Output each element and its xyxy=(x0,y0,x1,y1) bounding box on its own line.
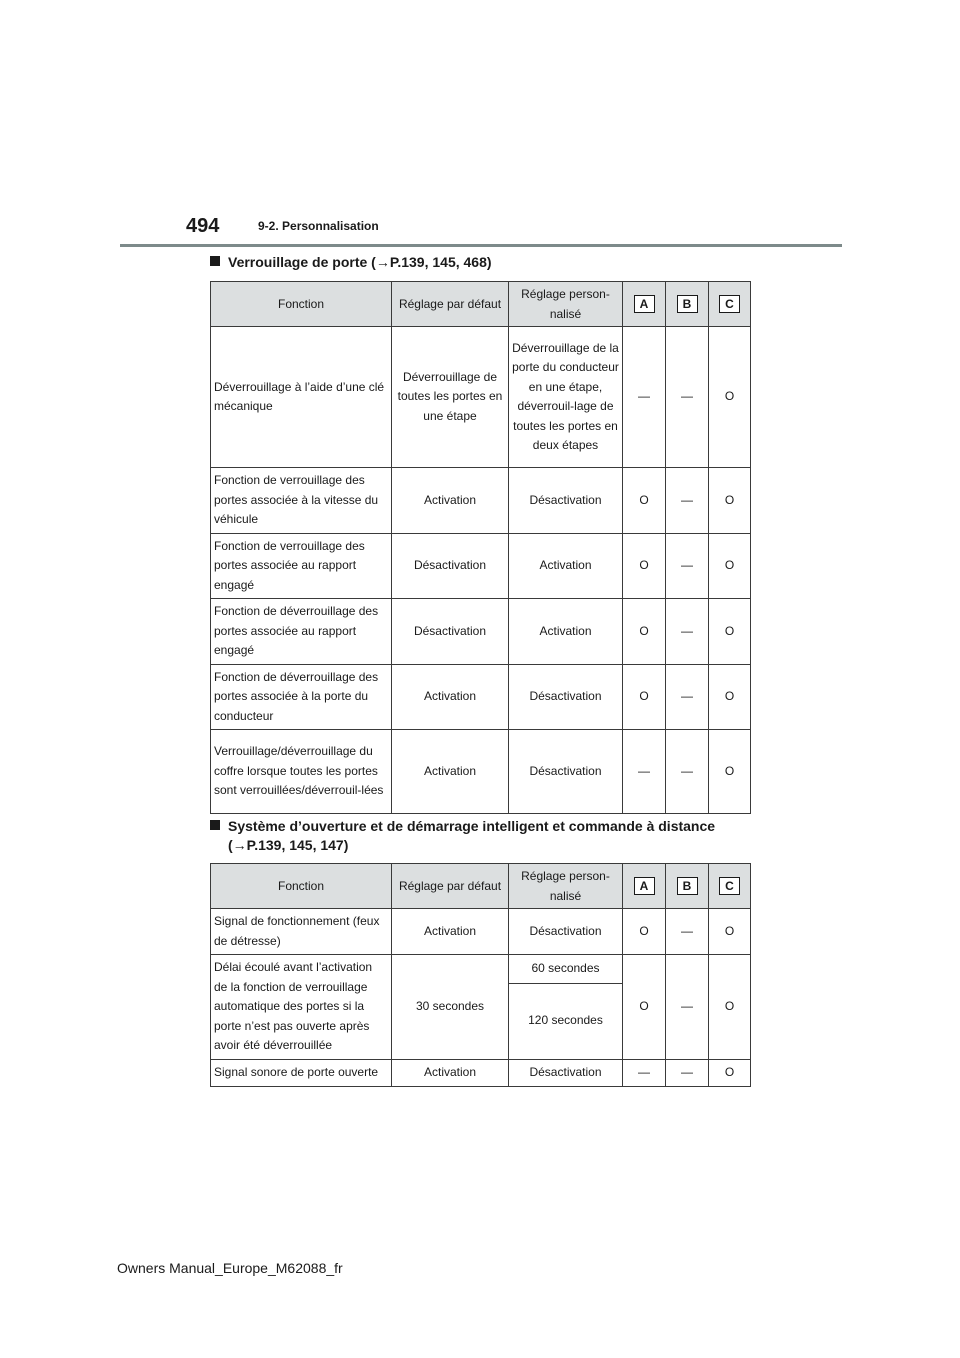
cell-custom: Déverrouillage de la porte du conducteur en une étape, déverrouil-lage de toutes les portes en deux étapes xyxy=(509,327,623,468)
cell-a: — xyxy=(623,1059,666,1086)
header-rule xyxy=(120,244,842,247)
smart-entry-table xyxy=(210,863,751,1087)
section-title-smart-entry xyxy=(210,817,715,855)
door-lock-table xyxy=(210,281,751,814)
section-title-text-line2: (→P.139, 145, 147) xyxy=(228,837,349,853)
cell-custom: Désactivation xyxy=(509,909,623,955)
section-title-text: Verrouillage de porte (→P.139, 145, 468) xyxy=(228,254,492,270)
label-b-box: B xyxy=(677,877,698,895)
cell-b: — xyxy=(666,1059,709,1086)
header-custom: Réglage person-nalisé xyxy=(509,282,623,327)
square-bullet-icon xyxy=(210,256,220,266)
cell-function: Fonction de déverrouillage des portes associée au rapport engagé xyxy=(211,599,392,665)
cell-default: Activation xyxy=(392,1059,509,1086)
table-header-row xyxy=(211,282,751,327)
header-b xyxy=(666,864,709,909)
section-title-door-lock xyxy=(210,253,492,272)
page-number: 494 xyxy=(186,215,220,237)
cell-c: O xyxy=(709,533,751,599)
cell-c: O xyxy=(709,468,751,534)
cell-custom: Activation xyxy=(509,533,623,599)
cell-c: O xyxy=(709,599,751,665)
cell-b: — xyxy=(666,599,709,665)
footer-document-id: Owners Manual_Europe_M62088_fr xyxy=(117,1260,343,1276)
cell-function: Fonction de verrouillage des portes associée à la vitesse du véhicule xyxy=(211,468,392,534)
cell-custom-option-1: 60 secondes xyxy=(509,955,623,984)
header-function: Fonction xyxy=(211,282,392,327)
square-bullet-icon xyxy=(210,820,220,830)
cell-a: O xyxy=(623,955,666,1060)
cell-b: — xyxy=(666,664,709,730)
header-a xyxy=(623,282,666,327)
cell-c: O xyxy=(709,955,751,1060)
table-row xyxy=(211,599,751,665)
cell-b: — xyxy=(666,468,709,534)
table-header-row xyxy=(211,864,751,909)
cell-default: Activation xyxy=(392,730,509,814)
cell-function: Fonction de verrouillage des portes associée au rapport engagé xyxy=(211,533,392,599)
cell-b: — xyxy=(666,327,709,468)
cell-default: Activation xyxy=(392,468,509,534)
label-c-box: C xyxy=(719,877,740,895)
cell-a: O xyxy=(623,909,666,955)
header-function: Fonction xyxy=(211,864,392,909)
table-row xyxy=(211,909,751,955)
table-row xyxy=(211,327,751,468)
header-c xyxy=(709,864,751,909)
table-row xyxy=(211,533,751,599)
cell-function: Signal de fonctionnement (feux de détresse) xyxy=(211,909,392,955)
label-c-box: C xyxy=(719,295,740,313)
cell-b: — xyxy=(666,955,709,1060)
cell-function: Verrouillage/déverrouillage du coffre lorsque toutes les portes sont verrouillées/déverrouil-lées xyxy=(211,730,392,814)
cell-a: O xyxy=(623,533,666,599)
cell-default: Déverrouillage de toutes les portes en une étape xyxy=(392,327,509,468)
header-default: Réglage par défaut xyxy=(392,282,509,327)
chapter-title: 9-2. Personnalisation xyxy=(258,219,379,233)
cell-custom-option-2: 120 secondes xyxy=(509,983,623,1059)
cell-a: — xyxy=(623,730,666,814)
label-a-box: A xyxy=(634,295,655,313)
cell-custom: Activation xyxy=(509,599,623,665)
cell-custom: Désactivation xyxy=(509,468,623,534)
cell-a: — xyxy=(623,327,666,468)
cell-c: O xyxy=(709,909,751,955)
cell-function: Déverrouillage à l’aide d’une clé mécanique xyxy=(211,327,392,468)
cell-default: 30 secondes xyxy=(392,955,509,1060)
cell-custom: Désactivation xyxy=(509,1059,623,1086)
table-row xyxy=(211,730,751,814)
cell-custom: Désactivation xyxy=(509,730,623,814)
table-row xyxy=(211,468,751,534)
cell-c: O xyxy=(709,664,751,730)
header-custom: Réglage person-nalisé xyxy=(509,864,623,909)
header-a xyxy=(623,864,666,909)
table-row xyxy=(211,1059,751,1086)
cell-a: O xyxy=(623,664,666,730)
cell-c: O xyxy=(709,730,751,814)
section-title-text-line1: Système d’ouverture et de démarrage intelligent et commande à distance xyxy=(228,818,716,834)
cell-default: Activation xyxy=(392,664,509,730)
cell-function: Fonction de déverrouillage des portes associée à la porte du conducteur xyxy=(211,664,392,730)
header-default: Réglage par défaut xyxy=(392,864,509,909)
cell-a: O xyxy=(623,599,666,665)
table-row xyxy=(211,664,751,730)
label-a-box: A xyxy=(634,877,655,895)
cell-a: O xyxy=(623,468,666,534)
cell-c: O xyxy=(709,1059,751,1086)
cell-c: O xyxy=(709,327,751,468)
cell-function: Délai écoulé avant l’activation de la fonction de verrouillage automatique des portes si la porte n’est pas ouverte après avoir été déverrouillée xyxy=(211,955,392,1060)
cell-default: Désactivation xyxy=(392,533,509,599)
label-b-box: B xyxy=(677,295,698,313)
cell-b: — xyxy=(666,730,709,814)
table-row xyxy=(211,955,751,984)
cell-default: Désactivation xyxy=(392,599,509,665)
header-b xyxy=(666,282,709,327)
cell-b: — xyxy=(666,909,709,955)
cell-b: — xyxy=(666,533,709,599)
cell-custom: Désactivation xyxy=(509,664,623,730)
cell-default: Activation xyxy=(392,909,509,955)
cell-function: Signal sonore de porte ouverte xyxy=(211,1059,392,1086)
header-c xyxy=(709,282,751,327)
